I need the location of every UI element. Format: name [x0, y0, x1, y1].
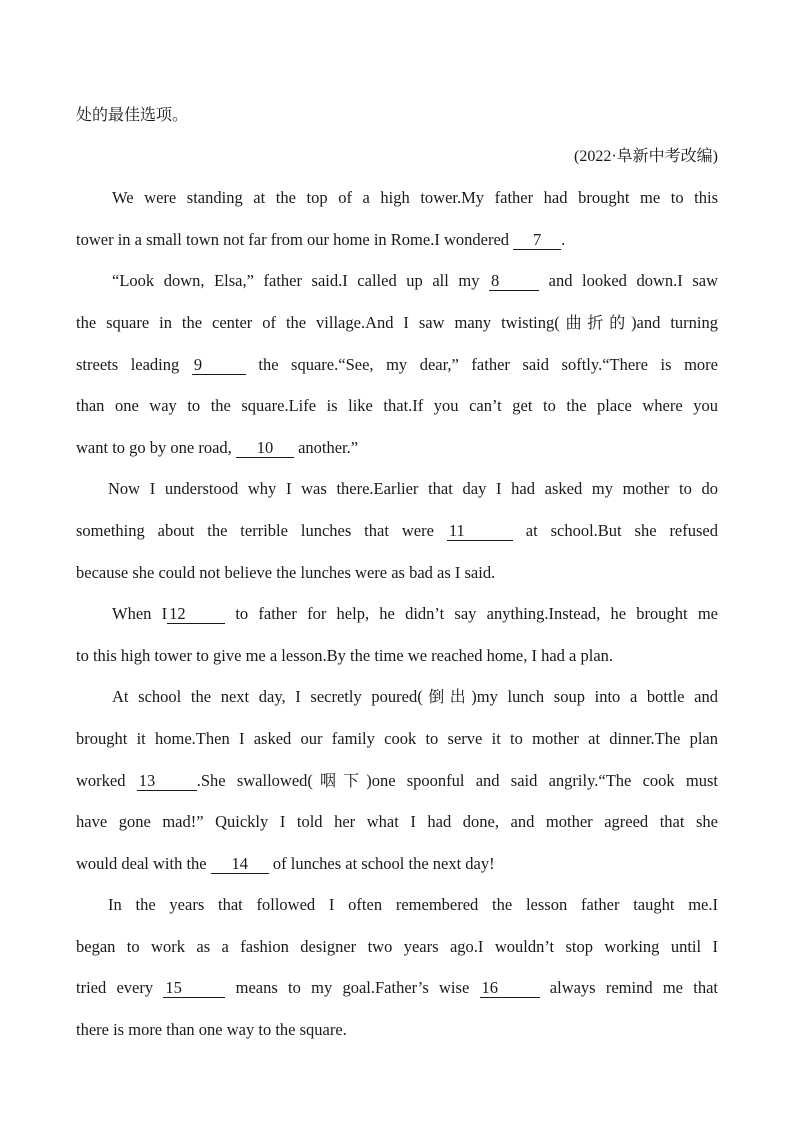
paragraph-line: tower in a small town not far from our home in Rome.I wondered 7 .: [76, 229, 566, 249]
paragraph-line: brought it home.Then I asked our family cook to serve it to mother at dinner.The plan: [76, 728, 718, 748]
paragraph-line: “Look down, Elsa,” father said.I called up all my 8 and looked down.I saw: [112, 271, 718, 291]
paragraph-line: Now I understood why I was there.Earlier that day I had asked my mother to do: [108, 479, 718, 499]
blank-10: 10: [236, 439, 294, 458]
paragraph-line: At school the next day, I secretly poured(倒出)my lunch soup into a bottle and: [112, 687, 718, 707]
paragraph-line: something about the terrible lunches that were 11 at school.But she refused: [76, 520, 718, 540]
blank-7: 7: [513, 231, 561, 250]
paragraph-line: We were standing at the top of a high tower.My father had brought me to this: [112, 188, 718, 208]
paragraph-line: want to go by one road, 10 another.”: [76, 437, 359, 457]
blank-8: 8: [489, 272, 539, 291]
blank-14: 14: [211, 855, 269, 874]
blank-12: 12: [167, 605, 225, 624]
paragraph-line: because she could not believe the lunches were as bad as I said.: [76, 562, 496, 582]
paragraph-line: have gone mad!” Quickly I told her what I had done, and mother agreed that she: [76, 812, 718, 832]
paragraph-line: In the years that followed I often remembered the lesson father taught me.I: [108, 895, 718, 915]
paragraph-6: [76, 884, 718, 1050]
source-citation: (2022·阜新中考改编): [574, 147, 718, 165]
document-page: [76, 94, 718, 1051]
paragraph-3: [76, 468, 718, 593]
blank-15: 15: [163, 979, 225, 998]
paragraph-1: [76, 177, 718, 260]
blank-9: 9: [192, 356, 246, 375]
paragraph-5: [76, 676, 718, 884]
blank-13: 13: [137, 772, 197, 791]
paragraph-line: to this high tower to give me a lesson.By the time we reached home, I had a plan.: [76, 645, 614, 665]
paragraph-line: began to work as a fashion designer two years ago.I wouldn’t stop working until I: [76, 936, 718, 956]
blank-11: 11: [447, 522, 513, 541]
paragraph-4: [76, 593, 718, 676]
blank-16: 16: [480, 979, 540, 998]
intro-text: 处的最佳选项。: [76, 105, 189, 124]
paragraph-line: there is more than one way to the square.: [76, 1020, 347, 1040]
paragraph-line: worked 13 .She swallowed(咽下)one spoonful and said angrily.“The cook must: [76, 770, 718, 790]
paragraph-line: the square in the center of the village.And I saw many twisting(曲折的)and turning: [76, 312, 718, 332]
paragraph-line: would deal with the 14 of lunches at school the next day!: [76, 853, 495, 873]
paragraph-line: tried every 15 means to my goal.Father’s wise 16 always remind me that: [76, 978, 718, 998]
paragraph-line: When I 12 to father for help, he didn’t say anything.Instead, he brought me: [112, 604, 718, 624]
paragraph-line: streets leading 9 the square.“See, my dear,” father said softly.“There is more: [76, 354, 718, 374]
paragraph-2: [76, 260, 718, 468]
paragraph-line: than one way to the square.Life is like that.If you can’t get to the place where you: [76, 396, 718, 416]
